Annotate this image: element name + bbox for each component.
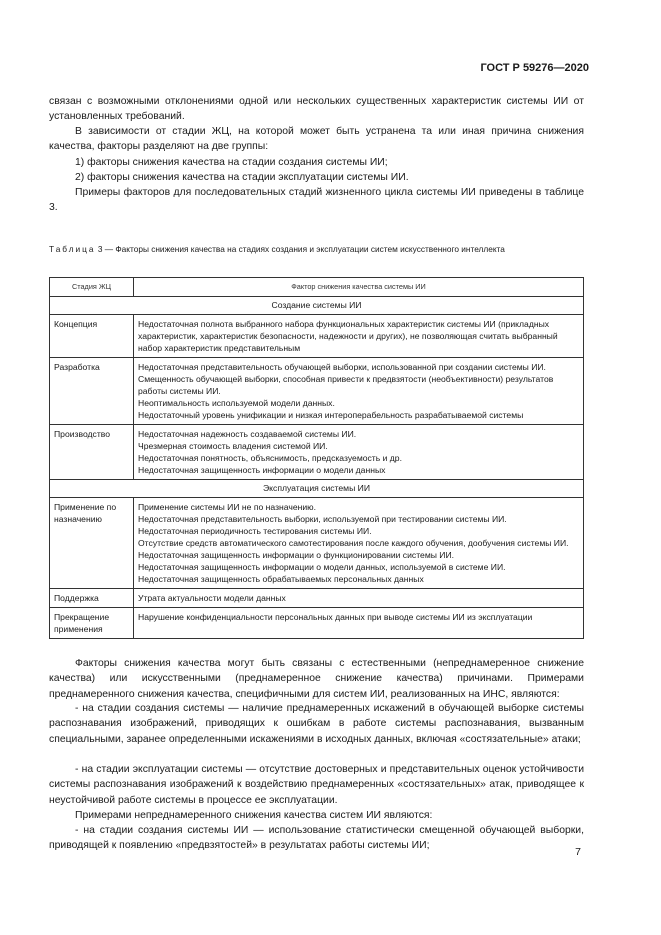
column-header-factor: Фактор снижения качества системы ИИ: [134, 278, 584, 297]
factor-cell: [134, 315, 584, 358]
stage-cell: Разработка: [50, 358, 134, 425]
factor-item: Недостаточная полнота выбранного набора функциональных характеристик системы ИИ (прикладных характеристик, характеристик безопасности, надежности и других), не позволяющая считать выбранный набор характеристик представительным: [138, 319, 558, 353]
factor-cell: [134, 358, 584, 425]
factor-item: Отсутствие средств автоматического самотестирования после каждого обучения, дообучения системы ИИ.: [138, 538, 569, 548]
intro-list-item-1: 1) факторы снижения качества на стадии создания системы ИИ;: [75, 157, 388, 168]
outro-paragraph-5: - на стадии создания системы ИИ — использование статистически смещенной обучающей выборки, приводящей к появлению «предвзятостей» в результатах работы системы ИИ;: [49, 825, 584, 852]
factor-item: Неоптимальность используемой модели данных.: [138, 398, 335, 408]
factor-item: Недостаточная представительность обучающей выборки, использованной при создании системы ИИ.: [138, 362, 546, 372]
outro-paragraph-2: - на стадии создания системы — наличие преднамеренных искажений в обучающей выборке системы распознавания изображений, приводящих к ошибкам в работе системы распознавания, вызванным специальными, заранее определенными искажениями в исходных данных, включая «состязательные» атаки;: [49, 703, 584, 745]
factor-item: Недостаточная защищенность информации о модели данных, используемой в системе ИИ.: [138, 562, 506, 572]
outro-paragraph-3: - на стадии эксплуатации системы — отсутствие достоверных и представительных оценок устойчивости системы распознавания изображений к воздействию преднамеренных «состязательных» атак, приводящее к неустойчивой работе системы в процессе ее эксплуатации.: [49, 764, 584, 806]
intro-paragraph-2: В зависимости от стадии ЖЦ, на которой может быть устранена та или иная причина снижения качества, факторы разделяют на две группы:: [49, 126, 584, 153]
factor-item: Применение системы ИИ не по назначению.: [138, 502, 316, 512]
intro-paragraph-3: Примеры факторов для последовательных стадий жизненного цикла системы ИИ приведены в таблице 3.: [49, 187, 584, 214]
page-number: 7: [575, 846, 581, 858]
factor-item: Недостаточная защищенность информации о модели данных: [138, 465, 386, 475]
outro-paragraph-4: Примерами непреднамеренного снижения качества систем ИИ являются:: [75, 810, 433, 821]
table-row: [50, 358, 584, 425]
table-row: [50, 608, 584, 639]
section-row-creation: [50, 297, 584, 315]
quality-factors-table: [49, 277, 584, 639]
operation-rows: [50, 498, 584, 639]
section-title-operation: Эксплуатация системы ИИ: [50, 480, 584, 498]
table-row: [50, 425, 584, 480]
intro-paragraph-1: связан с возможными отклонениями одной или нескольких существенных характеристик системы ИИ от установленных требований.: [49, 96, 584, 123]
factor-cell: [134, 608, 584, 639]
section-title-creation: Создание системы ИИ: [50, 297, 584, 315]
table-row: [50, 589, 584, 608]
factor-cell: [134, 498, 584, 589]
factor-item: Смещенность обучающей выборки, способная привести к предвзятости (необъективности) результатов работы системы ИИ.: [138, 374, 554, 396]
creation-rows: [50, 315, 584, 480]
factor-item: Недостаточная надежность создаваемой системы ИИ.: [138, 429, 357, 439]
intro-list-item-2: 2) факторы снижения качества на стадии эксплуатации системы ИИ.: [75, 172, 409, 183]
factor-item: Недостаточная периодичность тестирования системы ИИ.: [138, 526, 372, 536]
stage-cell: Поддержка: [50, 589, 134, 608]
factor-item: Нарушение конфиденциальности персональных данных при выводе системы ИИ из эксплуатации: [138, 612, 533, 622]
table-row: [50, 315, 584, 358]
factor-item: Недостаточная понятность, объяснимость, предсказуемость и др.: [138, 453, 402, 463]
factor-item: Чрезмерная стоимость владения системой ИИ.: [138, 441, 328, 451]
factor-item: Утрата актуальности модели данных: [138, 593, 286, 603]
factor-cell: [134, 589, 584, 608]
standard-number: ГОСТ Р 59276—2020: [480, 62, 589, 74]
stage-cell: Концепция: [50, 315, 134, 358]
table-caption: Таблица 3 — Факторы снижения качества на стадиях создания и эксплуатации систем искусственного интеллекта: [49, 244, 505, 254]
table-row: [50, 498, 584, 589]
column-header-stage: Стадия ЖЦ: [50, 278, 134, 297]
stage-cell: Производство: [50, 425, 134, 480]
factor-item: Недостаточная представительность выборки, используемой при тестировании системы ИИ.: [138, 514, 507, 524]
factor-item: Недостаточная защищенность информации о функционировании системы ИИ.: [138, 550, 455, 560]
factor-item: Недостаточная защищенность обрабатываемых персональных данных: [138, 574, 424, 584]
factor-cell: [134, 425, 584, 480]
outro-paragraph-1: Факторы снижения качества могут быть связаны с естественными (непреднамеренное снижение качества) или искусственными (преднамеренное снижение качества) причинами. Примерами преднамеренного снижения качества, специфичными для систем ИИ, реализованных на ИНС, являются:: [49, 658, 584, 700]
section-row-operation: [50, 480, 584, 498]
stage-cell: Прекращение применения: [50, 608, 134, 639]
table-header-row: [50, 278, 584, 297]
stage-cell: Применение по назначению: [50, 498, 134, 589]
factor-item: Недостаточный уровень унификации и низкая интероперабельность разрабатываемой системы: [138, 410, 524, 420]
